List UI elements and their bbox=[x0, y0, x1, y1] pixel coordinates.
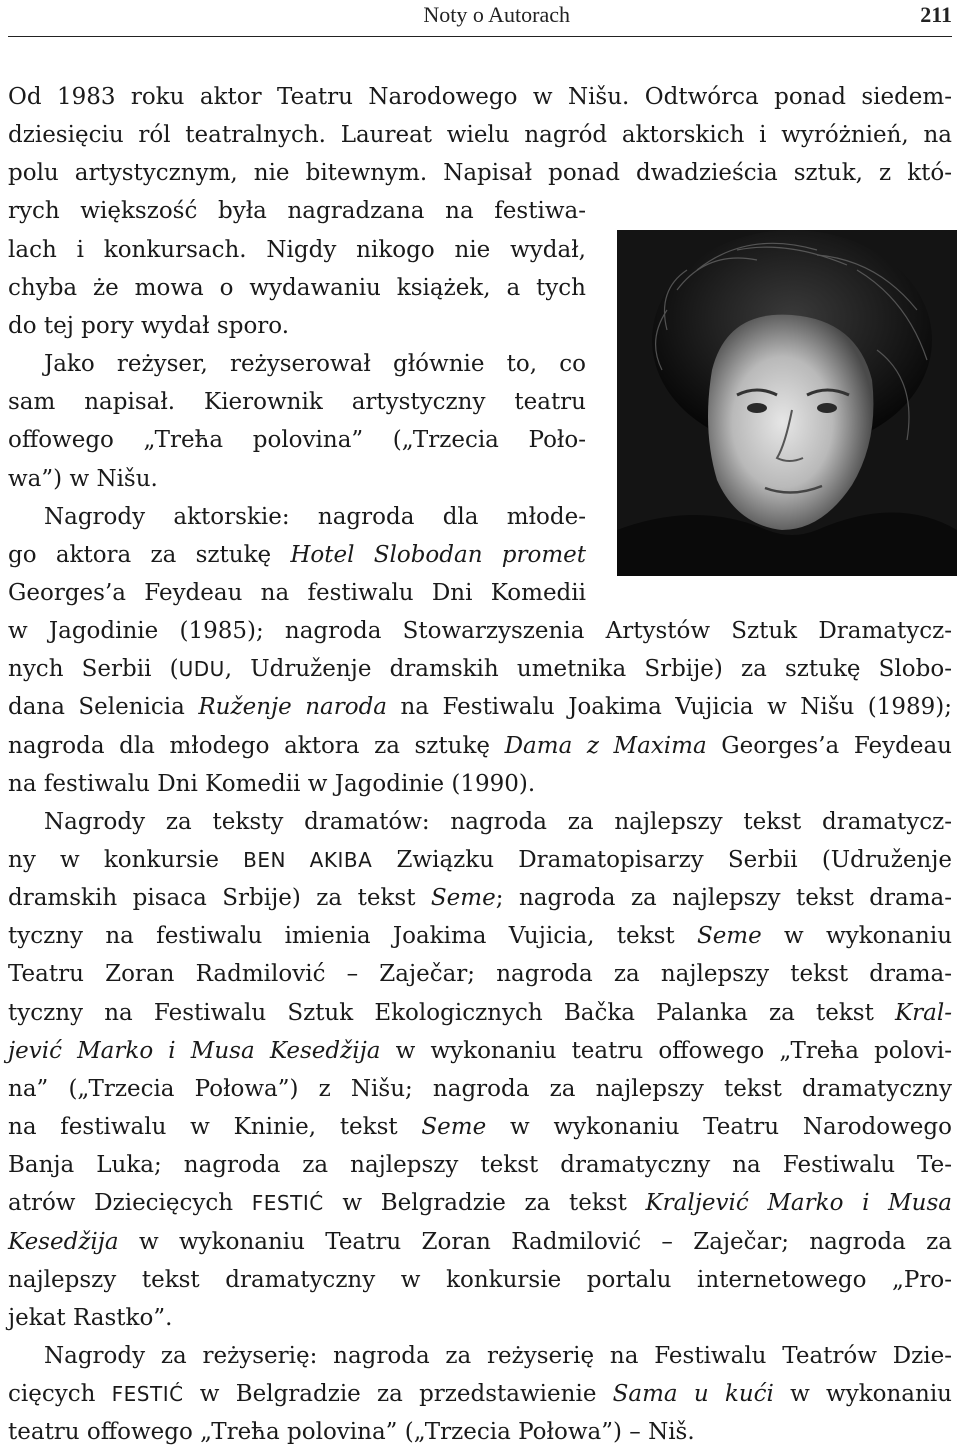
text-segment: polu artystycznym, nie bitewnym. Napisał ponad dwadzieścia sztuk, z któ- bbox=[8, 160, 952, 187]
italic-title: jević Marko i Musa Kesedžija bbox=[8, 1037, 381, 1064]
text-segment: ny w konkursie bbox=[8, 847, 244, 873]
text-segment: sam napisał. Kierownik artystyczny teatru bbox=[8, 389, 586, 416]
text-line bbox=[8, 612, 952, 650]
text-line bbox=[8, 78, 952, 116]
text-line bbox=[8, 955, 952, 993]
text-segment: rych większość była nagradzana na festiwa- bbox=[8, 198, 586, 225]
text-segment: Nagrody aktorskie: nagroda dla młode- bbox=[44, 503, 586, 530]
italic-title: Seme bbox=[696, 923, 762, 950]
text-line bbox=[8, 1261, 952, 1299]
running-title: Noty o Autorach bbox=[423, 2, 570, 27]
text-line bbox=[8, 765, 952, 803]
italic-title: Kesedžija bbox=[8, 1228, 119, 1255]
text-line bbox=[8, 154, 952, 192]
text-line bbox=[8, 917, 952, 955]
text-segment: ; nagroda za najlepszy tekst drama- bbox=[495, 885, 953, 912]
text-line bbox=[8, 192, 586, 230]
text-line bbox=[8, 1146, 952, 1184]
text-segment: Od 1983 roku aktor Teatru Narodowego w Nišu. Odtwórca ponad siedem- bbox=[8, 84, 952, 110]
text-segment: nych Serbii ( bbox=[8, 656, 179, 683]
text-segment: tyczny na Festiwalu Sztuk Ekologicznych Bačka Palanka za tekst bbox=[8, 999, 895, 1026]
text-segment: jekat Rastko”. bbox=[8, 1304, 173, 1331]
text-segment: w Belgradzie za przedstawienie bbox=[183, 1381, 613, 1408]
text-line bbox=[8, 536, 586, 574]
text-segment: na Festiwalu Joakima Vujicia w Nišu (1989); bbox=[387, 694, 953, 721]
italic-title: Kraljević Marko i Musa bbox=[645, 1190, 952, 1217]
text-segment: Teatru Zoran Radmilović – Zaječar; nagroda za najlepszy tekst drama- bbox=[8, 961, 952, 988]
text-segment: go aktora za sztukę bbox=[8, 541, 291, 568]
text-line bbox=[8, 1375, 952, 1413]
small-caps-acronym: BEN AKIBA bbox=[243, 848, 373, 872]
text-line bbox=[8, 650, 952, 688]
text-segment: , Udruženje dramskih umetnika Srbije) za sztukę Slobo- bbox=[224, 656, 952, 683]
author-portrait-photo bbox=[617, 230, 957, 576]
text-segment: w wykonaniu Teatru Narodowego bbox=[486, 1114, 952, 1141]
text-line bbox=[8, 841, 952, 879]
text-line bbox=[8, 879, 952, 917]
text-segment: Nagrody za teksty dramatów: nagroda za najlepszy tekst dramatycz- bbox=[44, 808, 952, 835]
italic-title: Kral- bbox=[894, 999, 952, 1026]
italic-title: Seme bbox=[421, 1114, 487, 1141]
italic-title: Ruženje naroda bbox=[198, 694, 388, 721]
text-line bbox=[8, 994, 952, 1032]
text-line bbox=[8, 1108, 952, 1146]
small-caps-acronym: FESTIĆ bbox=[111, 1382, 184, 1407]
portrait-illustration bbox=[617, 230, 957, 576]
text-line bbox=[8, 116, 952, 154]
text-segment: Georges’a Feydeau na festiwalu Dni Komedii bbox=[8, 579, 586, 606]
text-segment: dana Selenicia bbox=[8, 694, 199, 721]
text-segment: Jako reżyser, reżyserował głównie to, co bbox=[44, 351, 586, 378]
text-line bbox=[8, 383, 586, 421]
text-line bbox=[8, 1070, 952, 1108]
text-segment: Georges’a Feydeau bbox=[706, 732, 952, 759]
text-segment: cięcych bbox=[8, 1381, 112, 1408]
text-line bbox=[8, 421, 586, 459]
text-line bbox=[8, 307, 586, 345]
text-segment: w wykonaniu Teatru Zoran Radmilović – Zaječar; nagroda za bbox=[118, 1228, 952, 1255]
text-segment: na festiwalu w Kninie, tekst bbox=[8, 1114, 422, 1141]
text-segment: na festiwalu Dni Komedii w Jagodinie (1990). bbox=[8, 770, 536, 797]
text-line bbox=[8, 1299, 952, 1337]
text-segment: teatru offowego „Trећa polovina” („Trzecia Połowa”) – Niš. bbox=[8, 1419, 695, 1446]
text-line bbox=[8, 1184, 952, 1222]
text-segment: chyba że mowa o wydawaniu książek, a tych bbox=[8, 274, 586, 301]
page-number: 211 bbox=[920, 2, 952, 27]
running-header bbox=[8, 0, 952, 37]
text-line bbox=[8, 345, 586, 383]
italic-title: Seme bbox=[430, 885, 496, 912]
text-segment: Nagrody za reżyserię: nagroda za reżyserię na Festiwalu Teatrów Dzie- bbox=[44, 1342, 952, 1369]
text-segment: wa”) w Nišu. bbox=[8, 465, 158, 492]
text-line bbox=[8, 1337, 952, 1375]
text-segment: dramskih pisaca Srbije) za tekst bbox=[8, 885, 431, 912]
italic-title: Sama u kući bbox=[612, 1381, 774, 1408]
text-segment: Banja Luka; nagroda za najlepszy tekst dramatyczny na Festiwalu Te- bbox=[8, 1152, 952, 1179]
text-line bbox=[8, 1413, 952, 1451]
text-segment: najlepszy tekst dramatyczny w konkursie portalu internetowego „Pro- bbox=[8, 1266, 952, 1293]
text-line bbox=[8, 574, 586, 612]
text-segment: atrów Dziecięcych bbox=[8, 1190, 252, 1217]
text-segment: w wykonaniu bbox=[761, 923, 953, 950]
text-line bbox=[8, 269, 586, 307]
small-caps-acronym: FESTIĆ bbox=[251, 1191, 324, 1216]
text-segment: offowego „Trећa polovina” („Trzecia Poło- bbox=[8, 427, 586, 454]
text-line bbox=[8, 231, 586, 269]
text-segment: dziesięciu ról teatralnych. Laureat wielu nagród aktorskich i wyróżnień, na bbox=[8, 122, 952, 149]
italic-title: Dama z Maxima bbox=[504, 732, 707, 759]
text-line bbox=[8, 1032, 952, 1070]
text-line bbox=[8, 498, 586, 536]
text-line bbox=[8, 688, 952, 726]
text-segment: w wykonaniu bbox=[773, 1381, 952, 1408]
text-line bbox=[8, 460, 586, 498]
text-line bbox=[8, 1223, 952, 1261]
italic-title: Hotel Slobodan promet bbox=[290, 541, 586, 568]
text-segment: w Belgradzie za tekst bbox=[323, 1190, 646, 1217]
text-segment: lach i konkursach. Nigdy nikogo nie wydał, bbox=[8, 236, 586, 263]
text-line bbox=[8, 727, 952, 765]
text-line bbox=[8, 803, 952, 841]
text-segment: nagroda dla młodego aktora za sztukę bbox=[8, 732, 505, 759]
text-segment: na” („Trzecia Połowa”) z Nišu; nagroda za najlepszy tekst dramatyczny bbox=[8, 1075, 952, 1102]
text-segment: Związku Dramatopisarzy Serbii (Udruženje bbox=[372, 847, 952, 873]
text-segment: w Jagodinie (1985); nagroda Stowarzyszenia Artystów Sztuk Dramatycz- bbox=[8, 618, 952, 645]
text-segment: do tej pory wydał sporo. bbox=[8, 312, 290, 339]
small-caps-acronym: UDU bbox=[178, 657, 225, 682]
text-segment: tyczny na festiwalu imienia Joakima Vujicia, tekst bbox=[8, 923, 697, 950]
text-segment: w wykonaniu teatru offowego „Trећa polovi- bbox=[380, 1037, 952, 1064]
